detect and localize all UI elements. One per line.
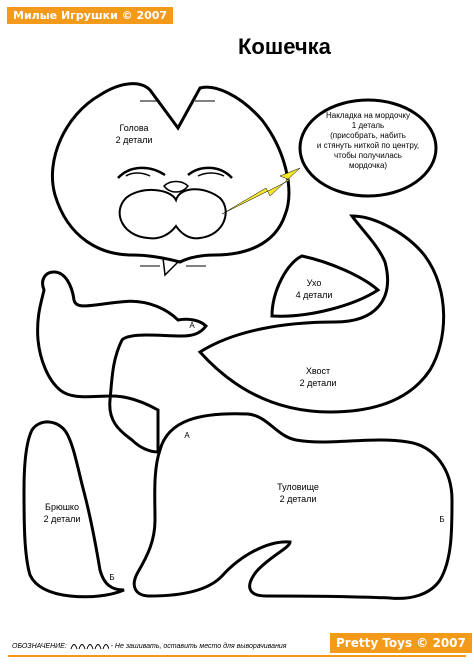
mark-b-belly: Б	[109, 573, 115, 582]
torso-name: Туловище	[277, 482, 319, 492]
brand-banner-bottom: Pretty Toys © 2007	[330, 633, 472, 653]
ear-piece	[272, 256, 378, 316]
belly-name: Брюшко	[45, 502, 79, 512]
muzzle-piece	[120, 189, 226, 238]
ear-name: Ухо	[306, 278, 322, 288]
page-title: Кошечка	[238, 34, 331, 59]
callout-line3: (присобрать, набить	[330, 131, 406, 140]
callout-line2: 1 деталь	[351, 121, 385, 130]
head-piece	[52, 84, 288, 262]
tail-count: 2 детали	[299, 378, 337, 388]
legend-text: - Не зашивать, оставить место для выворачивания	[110, 642, 287, 650]
belly-count: 2 детали	[43, 514, 81, 524]
ear-count: 4 детали	[295, 290, 333, 300]
stitch-symbol-icon	[69, 642, 109, 650]
mark-a-torso: А	[184, 431, 190, 440]
mark-a-body-top: А	[189, 321, 195, 330]
brand-banner-top: Милые Игрушки © 2007	[7, 7, 173, 24]
torso-piece	[134, 414, 452, 599]
mark-b-torso: Б	[439, 515, 445, 524]
head-count: 2 детали	[115, 135, 153, 145]
head-name: Голова	[119, 123, 149, 133]
callout-line4: и стянуть ниткой по центру,	[316, 141, 420, 150]
callout-line1: Накладка на мордочку	[326, 111, 410, 120]
legend	[12, 642, 287, 650]
tail-name: Хвост	[305, 366, 331, 376]
torso-count: 2 детали	[279, 494, 317, 504]
callout-line6: мордочка)	[348, 161, 388, 170]
callout-line5: чтобы получилась	[334, 151, 402, 160]
legend-label: ОБОЗНАЧЕНИЕ:	[12, 642, 67, 650]
